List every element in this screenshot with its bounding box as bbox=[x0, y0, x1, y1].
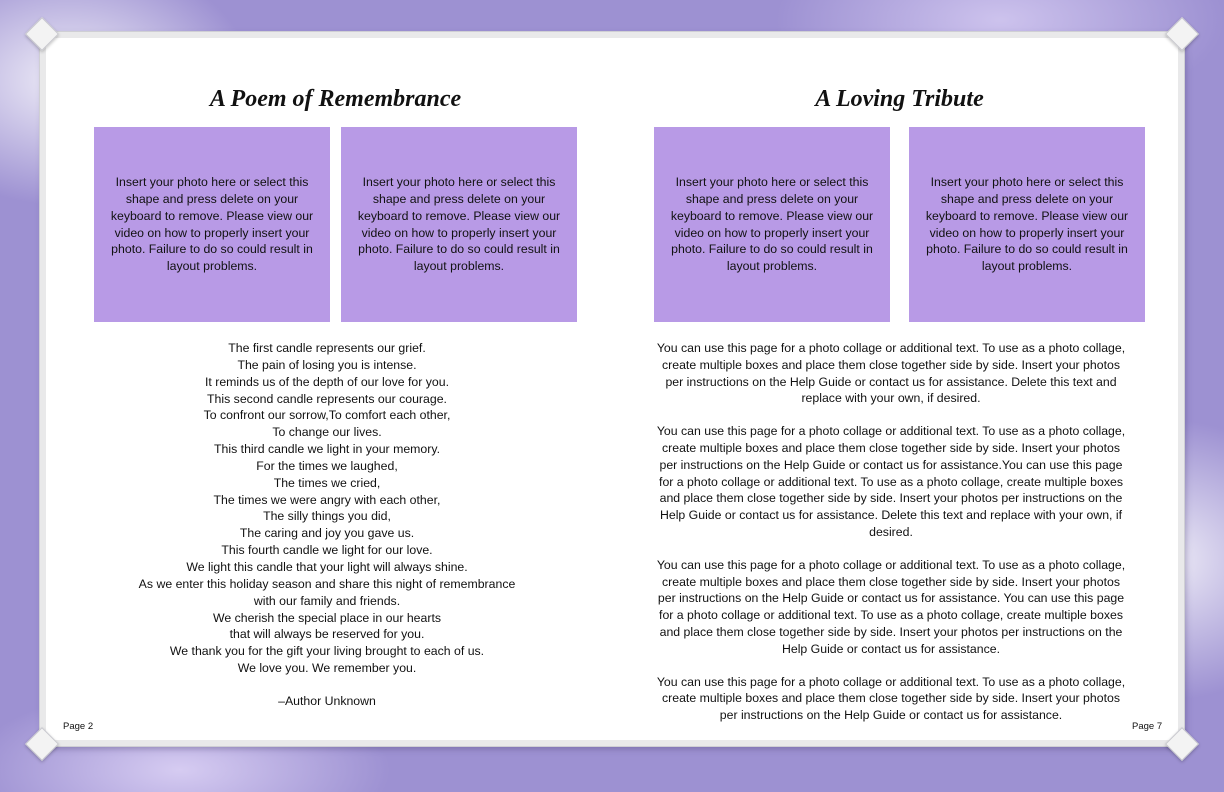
collage-paragraph: You can use this page for a photo collage or additional text. To use as a photo collage, create multiple boxes and place them close together side by side. Insert your photos per instructions on the Help Guide or contact us for assistance. You can use this page for a photo collage or additional text. To use as a photo collage, create multiple boxes and place them close together side by side. Insert your photos per instructions on the Help Guide or contact us for assistance. bbox=[656, 557, 1126, 656]
photo-placeholder-text: Insert your photo here or select this shape and press delete on your keyboard to remove. Please view our video on how to properly insert your photo. Failure to do so could result in layout problems. bbox=[925, 175, 1129, 274]
poem-line: The times we were angry with each other, bbox=[213, 492, 441, 507]
poem-line: We thank you for the gift your living brought to each of us. bbox=[169, 644, 485, 659]
poem-line: that will always be reserved for you. bbox=[229, 627, 425, 642]
poem-line: The pain of losing you is intense. bbox=[237, 357, 417, 372]
left-page-title: A Poem of Remembrance bbox=[209, 86, 462, 112]
collage-paragraph: You can use this page for a photo collage or additional text. To use as a photo collage, create multiple boxes and place them close together side by side. Insert your photos per instructions on the Help Guide or contact us for assistance.You can use this page for a photo collage or additional text. To use as a photo collage, create multiple boxes and place them close together side by side. Insert your photos per instructions on the Help Guide or contact us for assistance. Delete this text and replace with your own, if desired. bbox=[656, 424, 1126, 539]
poem-line: We cherish the special place in our hearts bbox=[212, 610, 442, 625]
photo-placeholder-text: Insert your photo here or select this shape and press delete on your keyboard to remove. Please view our video on how to properly insert your photo. Failure to do so could result in layout problems. bbox=[670, 175, 874, 274]
poem-line: with our family and friends. bbox=[253, 593, 401, 608]
poem-line: For the times we laughed, bbox=[256, 458, 398, 473]
poem-line: This second candle represents our courage. bbox=[207, 391, 447, 406]
poem-line: To confront our sorrow,To comfort each other, bbox=[203, 408, 451, 423]
collage-paragraph: You can use this page for a photo collage or additional text. To use as a photo collage, create multiple boxes and place them close together side by side. Insert your photos per instructions on the Help Guide or contact us for assistance. Delete this text and replace with your own, if desired. bbox=[656, 341, 1126, 406]
poem-line: It reminds us of the depth of our love for you. bbox=[204, 374, 450, 389]
page-number-right: Page 7 bbox=[1132, 721, 1163, 732]
poem-author: –Author Unknown bbox=[278, 693, 376, 708]
poem-line: We light this candle that your light will always shine. bbox=[186, 559, 468, 574]
poem-line: We love you. We remember you. bbox=[237, 661, 417, 676]
poem-line: The caring and joy you gave us. bbox=[239, 526, 415, 541]
photo-placeholder[interactable] bbox=[654, 127, 890, 322]
poem-line: This third candle we light in your memory. bbox=[214, 442, 440, 457]
photo-placeholder[interactable] bbox=[341, 127, 577, 322]
poem-line: The first candle represents our grief. bbox=[228, 341, 426, 355]
poem-line: To change our lives. bbox=[272, 425, 382, 440]
right-page-title: A Loving Tribute bbox=[815, 86, 984, 112]
poem-line: This fourth candle we light for our love. bbox=[221, 543, 433, 558]
poem-line: The times we cried, bbox=[273, 475, 381, 490]
poem-line: The silly things you did, bbox=[263, 509, 391, 524]
collage-paragraph: You can use this page for a photo collage or additional text. To use as a photo collage, create multiple boxes and place them close together side by side. Insert your photos per instructions on the Help Guide or contact us for assistance. bbox=[656, 674, 1126, 723]
photo-placeholder-text: Insert your photo here or select this shape and press delete on your keyboard to remove. Please view our video on how to properly insert your photo. Failure to do so could result in layout problems. bbox=[357, 175, 561, 274]
collage-text[interactable] bbox=[654, 340, 1128, 740]
photo-placeholder[interactable] bbox=[94, 127, 330, 322]
photo-placeholder-text: Insert your photo here or select this shape and press delete on your keyboard to remove. Please view our video on how to properly insert your photo. Failure to do so could result in layout problems. bbox=[110, 175, 314, 274]
poem-text[interactable] bbox=[110, 340, 544, 710]
poem-line: As we enter this holiday season and share this night of remembrance bbox=[138, 576, 516, 591]
photo-placeholder[interactable] bbox=[909, 127, 1145, 322]
page-number-left: Page 2 bbox=[63, 721, 94, 732]
